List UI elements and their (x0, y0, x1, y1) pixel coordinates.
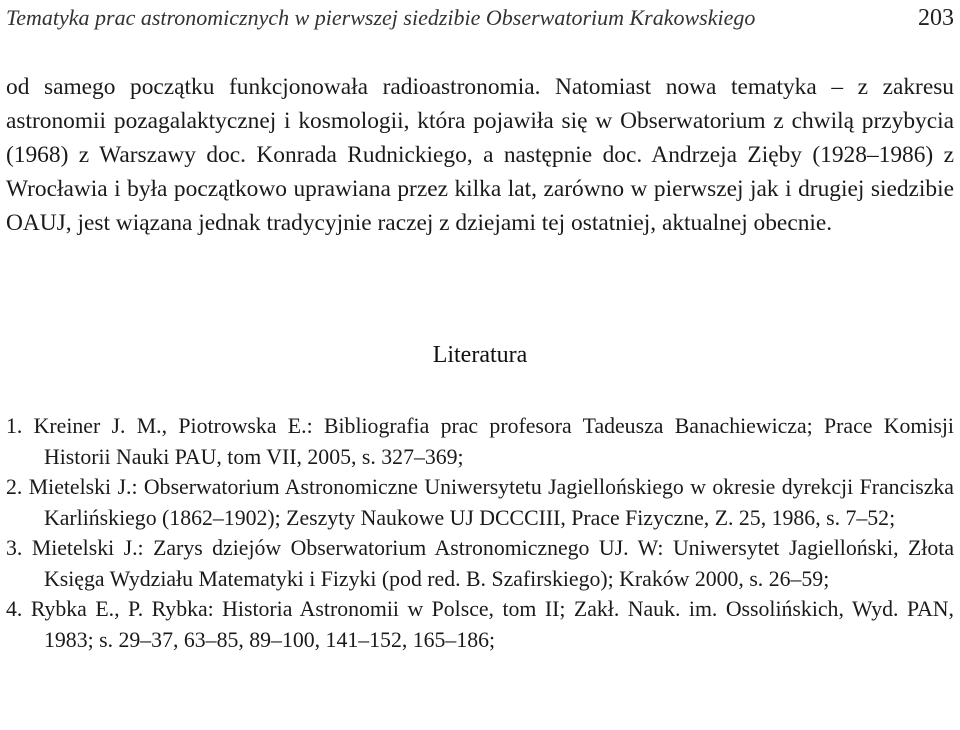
reference-item-4: 4. Rybka E., P. Rybka: Historia Astronomii w Polsce, tom II; Zakł. Nauk. im. Ossolińskich, Wyd. PAN, 1983; s. 29–37, 63–85, 89–100, 141–152, 165–186; (6, 597, 954, 652)
page-number: 203 (918, 5, 954, 31)
literature-heading: Literatura (432, 342, 528, 368)
reference-item-3: 3. Mietelski J.: Zarys dziejów Obserwatorium Astronomicznego UJ. W: Uniwersytet Jagielloński, Złota Księga Wydziału Matematyki i Fizyki (pod red. B. Szafirskiego); Kraków 2000, s. 26–59; (6, 536, 954, 591)
reference-item-1: 1. Kreiner J. M., Piotrowska E.: Bibliografia prac profesora Tadeusza Banachiewicza; Prace Komisji Historii Nauki PAU, tom VII, 2005, s. 327–369; (6, 414, 954, 469)
reference-item-2: 2. Mietelski J.: Obserwatorium Astronomiczne Uniwersytetu Jagiellońskiego w okresie dyrekcji Franciszka Karlińskiego (1862–1902); Zeszyty Naukowe UJ DCCCIII, Prace Fizyczne, Z. 25, 1986, s. 7–52; (6, 475, 954, 530)
body-paragraph: od samego początku funkcjonowała radioastronomia. Natomiast nowa tematyka – z zakresu astronomii pozagalaktycznej i kosmologii, która pojawiła się w Obserwatorium z chwilą przybycia (1968) z Warszawy doc. Konrada Rudnickiego, a następnie doc. Andrzeja Zięby (1928–1986) z Wrocławia i była początkowo uprawiana przez kilka lat, zarówno w pierwszej jak i drugiej siedzibie OAUJ, jest wiązana jednak tradycyjnie raczej z dziejami tej ostatniej, aktualnej obecnie. (6, 74, 954, 236)
reference-list (6, 411, 954, 655)
running-header (6, 4, 954, 34)
running-title: Tematyka prac astronomicznych w pierwszej siedzibie Obserwatorium Krakowskiego (6, 5, 756, 30)
